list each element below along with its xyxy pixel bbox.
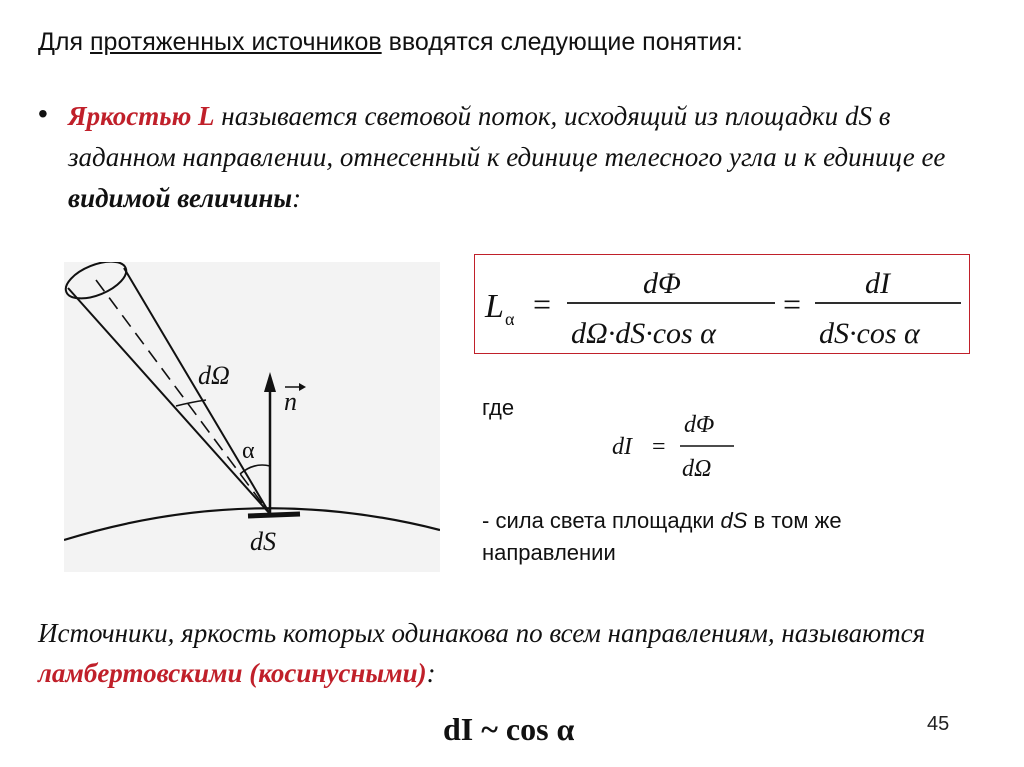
intro-text: [38, 28, 743, 57]
intensity-equals: =: [652, 434, 666, 460]
definition-ending: :: [292, 183, 302, 213]
lambert-highlight: ламбертовскими (косинусными): [38, 658, 427, 688]
label-alpha: α: [242, 438, 255, 464]
lambert-ending: :: [426, 658, 436, 688]
definition-text-2: в заданном направлении, отнесенный к единице телесного угла и к единице ее: [68, 101, 946, 172]
intensity-description: [482, 505, 922, 569]
intensity-denominator: dΩ: [682, 456, 712, 482]
brightness-formula: [475, 255, 971, 355]
brightness-diagram: [64, 262, 440, 572]
cosine-law: dI ~ cos α: [443, 711, 575, 747]
formula-box: [474, 254, 970, 354]
formula-numerator-1: dΦ: [643, 267, 681, 300]
description-part-2: в том же направлении: [482, 508, 842, 565]
definition-ds: dS: [844, 101, 872, 131]
formula-equals-2: =: [783, 286, 802, 322]
intro-suffix: вводятся следующие понятия:: [381, 28, 743, 56]
formula-numerator-2: dI: [865, 267, 890, 300]
bullet-marker: •: [38, 98, 48, 129]
description-part-1: - сила света площадки: [482, 508, 721, 533]
label-domega: dΩ: [198, 361, 230, 390]
definition-bold-phrase: видимой величины: [68, 183, 293, 213]
ds-segment: [248, 514, 300, 516]
description-ds: dS: [720, 508, 748, 533]
intensity-formula: [612, 402, 752, 492]
formula-denominator-1: dΩ·dS·cos α: [571, 317, 716, 350]
page-number: 45: [927, 713, 950, 735]
definition-text-1: называется световой поток, исходящий из площадки: [214, 101, 845, 131]
formula-equals-1: =: [533, 286, 552, 322]
formula-denominator-2: dS·cos α: [819, 317, 920, 350]
formula-lhs-sub: α: [505, 309, 515, 329]
definition-term: Яркостью L: [68, 101, 215, 131]
intensity-numerator: dΦ: [684, 412, 715, 438]
lambert-text: Источники, яркость которых одинакова по всем направлениям, называются: [38, 618, 926, 648]
brightness-definition: [68, 96, 968, 219]
lambert-statement: [38, 613, 988, 693]
label-ds: dS: [250, 527, 276, 556]
intro-prefix: Для: [38, 28, 91, 56]
intro-underlined: протяженных источников: [90, 28, 382, 56]
intensity-lhs: dI: [612, 434, 632, 460]
where-label: где: [482, 395, 515, 420]
label-n: n: [284, 387, 297, 416]
formula-lhs: L: [485, 288, 504, 325]
